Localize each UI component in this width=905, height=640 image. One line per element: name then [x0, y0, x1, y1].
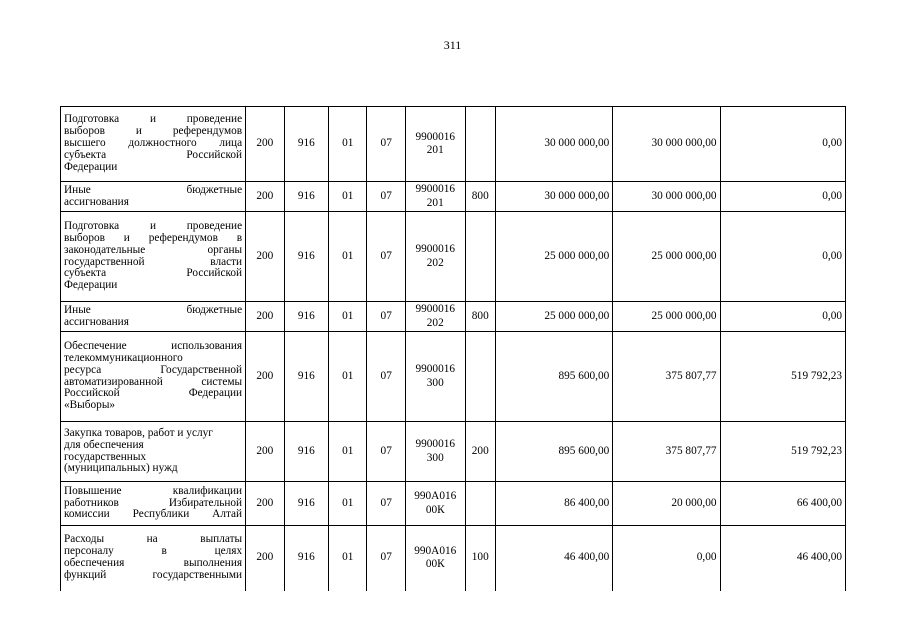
sum-2: 20 000,00	[613, 482, 720, 526]
sum-1: 895 600,00	[495, 332, 612, 422]
col-4-value: 07	[367, 107, 405, 182]
table-row	[61, 482, 846, 526]
table-row	[61, 212, 846, 302]
row-description-line: Расходы на выплаты	[64, 533, 243, 546]
sum-3: 46 400,00	[720, 526, 846, 591]
expense-type	[465, 107, 495, 182]
row-description-line: выборов и референдумов в	[64, 231, 243, 244]
target-code	[405, 526, 465, 591]
col-1-value: 200	[246, 526, 284, 591]
col-4-value: 07	[367, 482, 405, 526]
expense-type	[465, 482, 495, 526]
row-description	[61, 182, 246, 212]
row-description-line: функций государственными	[64, 569, 243, 582]
col-2-value: 916	[284, 482, 329, 526]
target-code-line: 300	[426, 376, 444, 389]
expense-type: 200	[465, 422, 495, 482]
row-description-line: Подготовка и проведение	[64, 113, 243, 126]
expense-type: 800	[465, 302, 495, 332]
target-code-line: 202	[426, 256, 444, 269]
target-code-line: 990А016	[414, 544, 457, 557]
col-3-value: 01	[329, 422, 367, 482]
col-1-value: 200	[246, 422, 284, 482]
sum-3: 66 400,00	[720, 482, 846, 526]
target-code-line: 990А016	[414, 490, 457, 502]
col-3-value: 01	[329, 107, 367, 182]
col-3-value: 01	[329, 302, 367, 332]
target-code-line: 201	[426, 196, 444, 209]
row-description-line: (муниципальных) нужд	[64, 462, 178, 475]
sum-2: 30 000 000,00	[613, 182, 720, 212]
table-row	[61, 422, 846, 482]
expense-type: 100	[465, 526, 495, 591]
col-1-value: 200	[246, 332, 284, 422]
row-description-line: Иные бюджетные	[64, 183, 243, 196]
target-code	[405, 332, 465, 422]
sum-3: 0,00	[720, 212, 846, 302]
row-description-line: Федерации	[64, 160, 118, 173]
sum-2: 25 000 000,00	[613, 212, 720, 302]
target-code-line: 201	[426, 144, 444, 156]
row-description-line: «Выборы»	[64, 399, 116, 412]
target-code-line: 9900016	[415, 303, 456, 315]
row-description-line: субъекта Российской	[64, 148, 243, 161]
sum-3: 0,00	[720, 107, 846, 182]
col-4-value: 07	[367, 182, 405, 212]
table-row	[61, 182, 846, 212]
row-description	[61, 107, 246, 182]
row-description	[61, 302, 246, 332]
expense-type	[465, 332, 495, 422]
row-description-line: ресурса Государственной	[64, 363, 243, 376]
table-row	[61, 526, 846, 591]
row-description-line: обеспечения выполнения	[64, 557, 243, 570]
target-code-line: 300	[426, 451, 444, 464]
sum-3: 0,00	[720, 182, 846, 212]
sum-1: 46 400,00	[495, 526, 612, 591]
target-code-line: 9900016	[415, 243, 456, 255]
sum-1: 25 000 000,00	[495, 302, 612, 332]
col-4-value: 07	[367, 526, 405, 591]
row-description-line: государственной власти	[64, 255, 243, 268]
row-description-line: комиссии Республики Алтай	[64, 508, 243, 521]
col-1-value: 200	[246, 182, 284, 212]
sum-1: 30 000 000,00	[495, 182, 612, 212]
sum-3: 519 792,23	[720, 422, 846, 482]
row-description-line: для обеспечения	[64, 438, 144, 451]
target-code	[405, 107, 465, 182]
row-description	[61, 422, 246, 482]
expense-type: 800	[465, 182, 495, 212]
col-2-value: 916	[284, 422, 329, 482]
row-description-line: Федерации	[64, 279, 118, 292]
sum-2: 375 807,77	[613, 422, 720, 482]
col-1-value: 200	[246, 482, 284, 526]
table-row	[61, 332, 846, 422]
row-description-line: ассигнования	[64, 315, 129, 328]
col-2-value: 916	[284, 526, 329, 591]
page-number: 311	[443, 38, 462, 52]
sum-2: 25 000 000,00	[613, 302, 720, 332]
target-code	[405, 482, 465, 526]
row-description-line: выборов и референдумов	[64, 125, 243, 138]
row-description-line: законодательные органы	[64, 243, 243, 256]
target-code-line: 9900016	[415, 183, 456, 195]
row-description-line: персоналу в целях	[64, 545, 243, 558]
sum-1: 25 000 000,00	[495, 212, 612, 302]
sum-3: 0,00	[720, 302, 846, 332]
row-description-line: государственных	[64, 450, 147, 463]
col-2-value: 916	[284, 107, 329, 182]
row-description-line: Повышение квалификации	[64, 484, 243, 497]
col-3-value: 01	[329, 482, 367, 526]
target-code-line: 9900016	[415, 363, 456, 375]
col-3-value: 01	[329, 332, 367, 422]
row-description-line: работников Избирательной	[64, 496, 243, 509]
row-description	[61, 526, 246, 591]
col-2-value: 916	[284, 302, 329, 332]
col-1-value: 200	[246, 107, 284, 182]
target-code-line: 9900016	[415, 438, 456, 450]
col-2-value: 916	[284, 332, 329, 422]
budget-table	[60, 106, 846, 591]
target-code-line: 9900016	[415, 130, 456, 143]
sum-2: 0,00	[613, 526, 720, 591]
sum-2: 375 807,77	[613, 332, 720, 422]
row-description-line: Российской Федерации	[64, 387, 243, 400]
row-description-line: Иные бюджетные	[64, 303, 243, 316]
col-4-value: 07	[367, 212, 405, 302]
table-row	[61, 107, 846, 182]
row-description	[61, 332, 246, 422]
target-code	[405, 212, 465, 302]
row-description-line: ассигнования	[64, 195, 129, 208]
col-4-value: 07	[367, 332, 405, 422]
target-code	[405, 422, 465, 482]
row-description-line: субъекта Российской	[64, 267, 243, 280]
target-code-line: 202	[426, 316, 444, 329]
col-1-value: 200	[246, 212, 284, 302]
col-1-value: 200	[246, 302, 284, 332]
row-description-line: Подготовка и проведение	[64, 219, 243, 232]
sum-1: 30 000 000,00	[495, 107, 612, 182]
col-4-value: 07	[367, 422, 405, 482]
sum-1: 895 600,00	[495, 422, 612, 482]
expense-type	[465, 212, 495, 302]
row-description-line: Закупка товаров, работ и услуг	[64, 426, 213, 439]
row-description-line: высшего должностного лица	[64, 137, 243, 150]
table-row	[61, 302, 846, 332]
target-code	[405, 302, 465, 332]
row-description-line: автоматизированной системы	[64, 375, 243, 388]
row-description	[61, 482, 246, 526]
col-3-value: 01	[329, 212, 367, 302]
target-code-line: 00К	[425, 503, 445, 516]
sum-1: 86 400,00	[495, 482, 612, 526]
row-description-line: телекоммуникационного	[64, 351, 183, 364]
target-code-line: 00К	[425, 558, 445, 571]
col-3-value: 01	[329, 526, 367, 591]
col-2-value: 916	[284, 182, 329, 212]
col-2-value: 916	[284, 212, 329, 302]
sum-3: 519 792,23	[720, 332, 846, 422]
col-4-value: 07	[367, 302, 405, 332]
target-code	[405, 182, 465, 212]
sum-2: 30 000 000,00	[613, 107, 720, 182]
row-description-line: Обеспечение использования	[64, 339, 243, 352]
row-description	[61, 212, 246, 302]
col-3-value: 01	[329, 182, 367, 212]
